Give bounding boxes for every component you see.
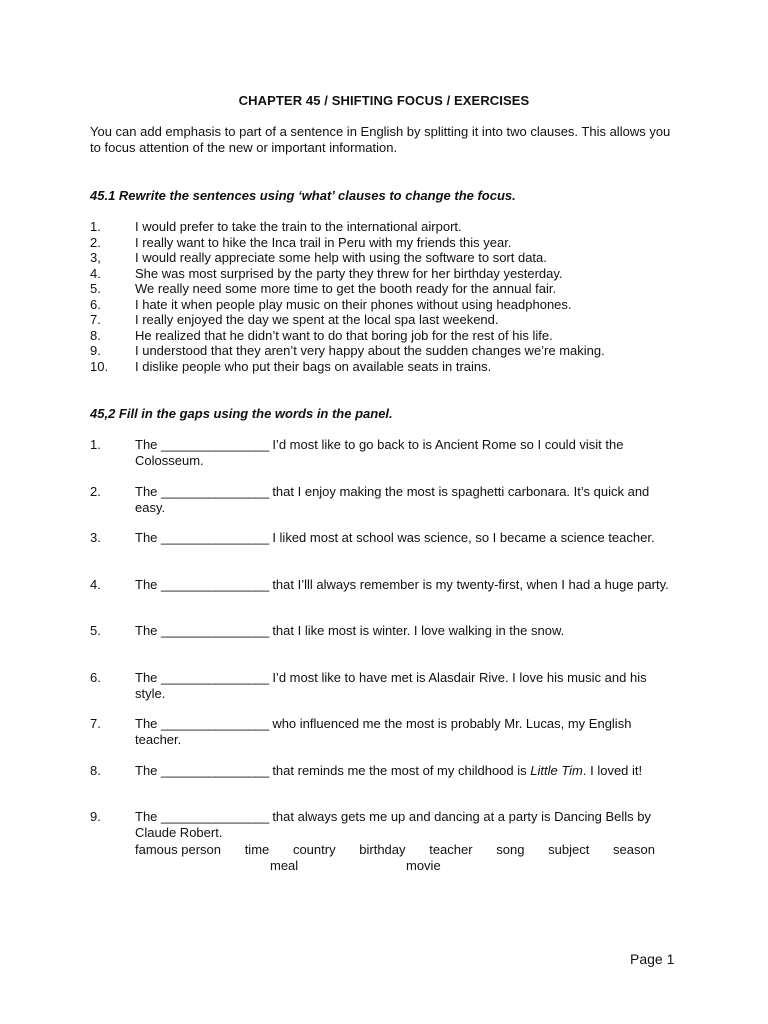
list-item: [90, 219, 690, 235]
panel-word: teacher: [429, 842, 473, 857]
panel-word: country: [292, 842, 336, 857]
list-item: [90, 281, 690, 297]
text-after: that reminds me the most of my childhood is: [268, 762, 531, 778]
text-before: The: [135, 530, 162, 545]
text-after: that I’lll always remember is my twenty-first, when I had a huge party.: [268, 576, 669, 592]
list-item: [90, 297, 690, 313]
gap-blank: ________________: [161, 809, 269, 824]
gap-blank: ________________: [161, 716, 269, 731]
panel-word: song: [496, 842, 525, 857]
item-text: [135, 809, 675, 841]
item-number: 9.: [90, 343, 101, 358]
text-before: The: [135, 437, 162, 452]
list-item: [90, 328, 690, 344]
item-text: [135, 530, 675, 546]
item-number: 7.: [90, 312, 101, 327]
text-after: that I like most is winter. I love walking in the snow.: [268, 623, 565, 638]
gap-blank: ________________: [161, 437, 269, 452]
text-after: that always gets me up and dancing at a party is Dancing Bells by Claude Robert.: [135, 809, 651, 840]
list-item: [90, 530, 690, 577]
item-text: I would really appreciate some help with using the software to sort data.: [135, 250, 547, 265]
item-text: [135, 484, 675, 516]
item-text: [135, 577, 675, 593]
intro-paragraph: You can add emphasis to part of a sentence in English by splitting it into two clauses. This allows you to focus attention of the new or important information.: [90, 124, 671, 155]
item-number: 1.: [90, 219, 101, 234]
panel-word: time: [244, 842, 270, 857]
item-number: 7.: [90, 716, 101, 731]
gap-blank: ________________: [161, 530, 269, 545]
text-before: The: [135, 623, 162, 638]
rewrite-exercise-list: [90, 219, 690, 374]
list-item: [90, 235, 690, 251]
item-text: [135, 670, 675, 702]
list-item: [90, 763, 690, 810]
word-panel-row: [135, 858, 675, 874]
gap-blank: ________________: [161, 762, 269, 778]
item-number: 2.: [90, 234, 101, 250]
item-number: 8.: [90, 762, 101, 778]
page-number: Page 1: [630, 951, 675, 967]
gap-blank: ________________: [161, 623, 269, 638]
item-number: 4.: [90, 265, 101, 281]
list-item: [90, 343, 690, 359]
panel-word: birthday: [359, 842, 406, 857]
list-item: [90, 484, 690, 531]
list-item: [90, 623, 690, 670]
text-before: The: [135, 762, 162, 778]
item-number: 5.: [90, 623, 101, 638]
item-text: I understood that they aren’t very happy about the sudden changes we’re making.: [135, 343, 605, 358]
item-number: 5.: [90, 281, 101, 296]
item-number: 9.: [90, 809, 101, 824]
item-number: 2.: [90, 483, 101, 499]
item-text: He realized that he didn’t want to do that boring job for the rest of his life.: [135, 327, 553, 343]
list-item: [90, 577, 690, 624]
gap-blank: ________________: [161, 576, 269, 592]
text-after: I liked most at school was science, so I became a science teacher.: [268, 530, 655, 545]
list-item: [90, 312, 690, 328]
text-after: I’d most like to go back to is Ancient Rome so I could visit the Colosseum.: [135, 437, 624, 468]
panel-word: meal: [270, 858, 299, 873]
item-number: 1.: [90, 437, 101, 452]
text-tail: . I loved it!: [582, 762, 643, 778]
panel-word: season: [613, 842, 655, 857]
italic-title: Little Tim: [530, 762, 583, 778]
panel-word: movie: [406, 858, 441, 873]
text-after: who influenced me the most is probably Mr. Lucas, my English teacher.: [135, 716, 632, 747]
item-text: [135, 716, 675, 748]
item-number: 6.: [90, 669, 101, 685]
fill-gaps-exercise-list: [90, 437, 690, 856]
item-number: 3,: [90, 250, 101, 265]
item-number: 8.: [90, 327, 101, 343]
item-text: I would prefer to take the train to the international airport.: [135, 219, 462, 234]
text-before: The: [135, 483, 162, 499]
list-item: [90, 266, 690, 282]
section-heading-45-2: 45,2 Fill in the gaps using the words in the panel.: [90, 406, 393, 421]
text-before: The: [135, 809, 162, 824]
text-after: I’d most like to have met is Alasdair Rive. I love his music and his style.: [135, 669, 647, 701]
list-item: [90, 359, 690, 375]
text-before: The: [135, 716, 162, 731]
item-text: I really enjoyed the day we spent at the local spa last weekend.: [135, 312, 499, 327]
gap-blank: ________________: [161, 669, 269, 685]
item-text: I really want to hike the Inca trail in Peru with my friends this year.: [135, 234, 512, 250]
item-text: I dislike people who put their bags on available seats in trains.: [135, 358, 492, 374]
page-title: CHAPTER 45 / SHIFTING FOCUS / EXERCISES: [238, 93, 530, 108]
item-number: 6.: [90, 296, 101, 312]
gap-blank: ________________: [161, 483, 269, 499]
panel-word: famous person: [135, 842, 221, 857]
list-item: [90, 716, 690, 763]
item-text: I hate it when people play music on their phones without using headphones.: [135, 296, 572, 312]
text-before: The: [135, 669, 162, 685]
item-text: [135, 763, 675, 779]
section-heading-45-1: 45.1 Rewrite the sentences using ‘what’ clauses to change the focus.: [90, 188, 516, 203]
item-text: [135, 437, 675, 469]
item-text: [135, 623, 675, 639]
item-number: 4.: [90, 576, 101, 592]
list-item: [90, 250, 690, 266]
list-item: [90, 437, 690, 484]
item-text: We really need some more time to get the booth ready for the annual fair.: [135, 281, 557, 296]
list-item: [90, 670, 690, 717]
text-before: The: [135, 576, 162, 592]
item-text: She was most surprised by the party they threw for her birthday yesterday.: [135, 265, 563, 281]
word-panel-row: [135, 842, 655, 858]
word-panel: [135, 842, 675, 874]
panel-word: subject: [548, 842, 590, 857]
item-number: 3.: [90, 530, 101, 545]
item-number: 10.: [90, 358, 109, 374]
text-after: that I enjoy making the most is spaghetti carbonara. It’s quick and easy.: [135, 483, 650, 515]
